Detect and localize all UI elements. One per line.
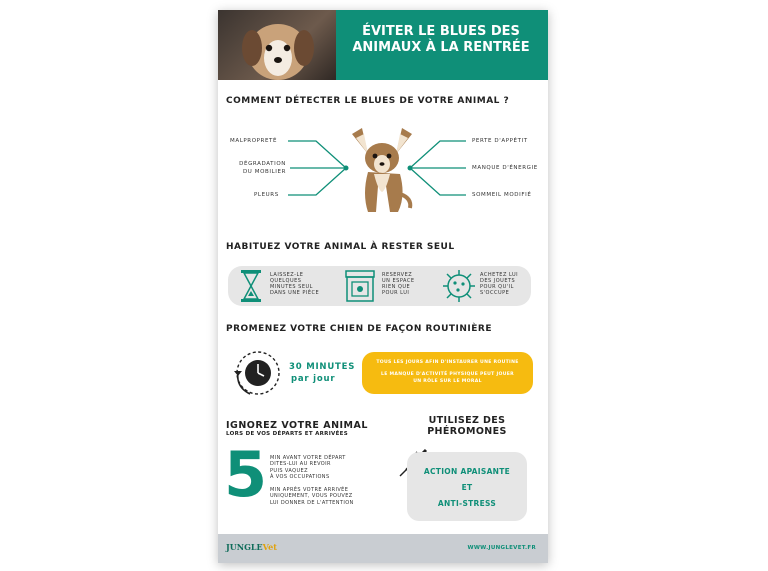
tip-reserve-space (382, 272, 415, 296)
alone-section-title: HABITUEZ VOTRE ANIMAL À RESTER SEUL (226, 242, 455, 252)
ignore-section-subtitle: LORS DE VOS DÉPARTS ET ARRIVÉES (226, 431, 348, 437)
before-departure-text (270, 455, 346, 481)
stopwatch-icon (232, 349, 282, 397)
symptom-perte-appetit: PERTE D'APPÉTIT (472, 138, 528, 144)
tip1-line2: QUELQUES (270, 278, 302, 284)
tip-leave-alone (270, 272, 319, 296)
after-arrival-text (270, 487, 354, 506)
title-line-2: ANIMAUX À LA RENTRÉE (352, 40, 530, 55)
symptom-malproprete: MALPROPRETÉ (230, 138, 278, 144)
minutes-line2: par jour (291, 374, 336, 384)
symptom-sommeil-modifie: SOMMEIL MODIFIÉ (472, 192, 532, 198)
toy-ball-icon (442, 269, 476, 303)
routine-box (362, 352, 533, 394)
tip2-line4: POUR LUI (382, 290, 410, 296)
walk-section-title: PROMENEZ VOTRE CHIEN DE FAÇON ROUTINIÈRE (226, 324, 492, 334)
tip2-line3: RIEN QUE (382, 284, 411, 290)
junglevet-logo (226, 542, 277, 552)
tip2-line1: RESERVEZ (382, 272, 413, 278)
chihuahua-illustration (346, 124, 418, 216)
pheromones-line2: ET (461, 483, 473, 492)
tip1-line1: LAISSEZ-LE (270, 272, 304, 278)
routine-line2: LE MANQUE D'ACTIVITÉ PHYSIQUE PEUT JOUER (380, 372, 515, 377)
before-line4: À VOS OCCUPATIONS (270, 474, 330, 481)
after-line1: MIN APRÈS VOTRE ARRIVÉE (270, 487, 349, 493)
tip3-line3: POUR QU'IL (480, 284, 514, 290)
logo-accent: Vet (262, 542, 277, 552)
routine-line1: TOUS LES JOURS AFIN D'INSTAURER UNE ROUTINE (376, 360, 519, 365)
tip3-line4: S'OCCUPE (480, 290, 510, 296)
infographic-poster (218, 10, 548, 563)
five-minutes-number: 5 (224, 438, 268, 511)
symptom-degradation-line1: DÉGRADATION (239, 161, 286, 167)
after-line2: UNIQUEMENT, VOUS POUVEZ (270, 493, 353, 500)
before-line1: MIN AVANT VOTRE DÉPART (270, 455, 346, 461)
pheromones-line3: ANTI-STRESS (437, 499, 497, 508)
symptom-manque-energie: MANQUE D'ÉNERGIE (472, 165, 538, 171)
before-line3: PUIS VAQUEZ (270, 467, 308, 474)
puppy-photo (218, 10, 336, 80)
hourglass-icon (240, 269, 262, 303)
symptom-degradation-line2: DU MOBILIER (242, 169, 286, 175)
pheromones-line1: ACTION APAISANTE (423, 467, 511, 476)
ignore-section-title: IGNOREZ VOTRE ANIMAL (226, 420, 368, 431)
minutes-line1: 30 MINUTES (289, 362, 356, 372)
logo-main: JUNGLE (226, 542, 263, 552)
before-line2: DITES-LUI AU REVOIR (270, 461, 331, 468)
tip1-line3: MINUTES SEUL (270, 284, 313, 290)
pheromones-title-line2: PHÉROMONES (427, 426, 507, 437)
pheromones-title (402, 415, 532, 437)
walk-duration (289, 361, 355, 385)
pheromones-box (407, 452, 527, 521)
title-line-1: ÉVITER LE BLUES DES (362, 24, 520, 39)
tip2-line2: UN ESPACE (382, 278, 415, 284)
routine-line3: UN RÔLE SUR LE MORAL (413, 379, 482, 384)
header-banner (218, 10, 548, 80)
dog-kennel-icon (344, 269, 376, 303)
footer (218, 534, 548, 563)
detect-section-title: COMMENT DÉTECTER LE BLUES DE VOTRE ANIMAL ? (226, 96, 510, 106)
website-link[interactable]: WWW.JUNGLEVET.FR (467, 545, 536, 551)
tip-buy-toys (480, 272, 518, 296)
pheromones-title-line1: UTILISEZ DES (428, 415, 506, 426)
tip1-line4: DANS UNE PIÈCE (270, 290, 320, 296)
page-title (338, 24, 544, 56)
tip3-line1: ACHETEZ LUI (480, 272, 519, 278)
tip3-line2: DES JOUETS (480, 278, 516, 284)
after-line3: LUI DONNER DE L'ATTENTION (270, 499, 354, 506)
symptom-pleurs: PLEURS (254, 192, 279, 198)
